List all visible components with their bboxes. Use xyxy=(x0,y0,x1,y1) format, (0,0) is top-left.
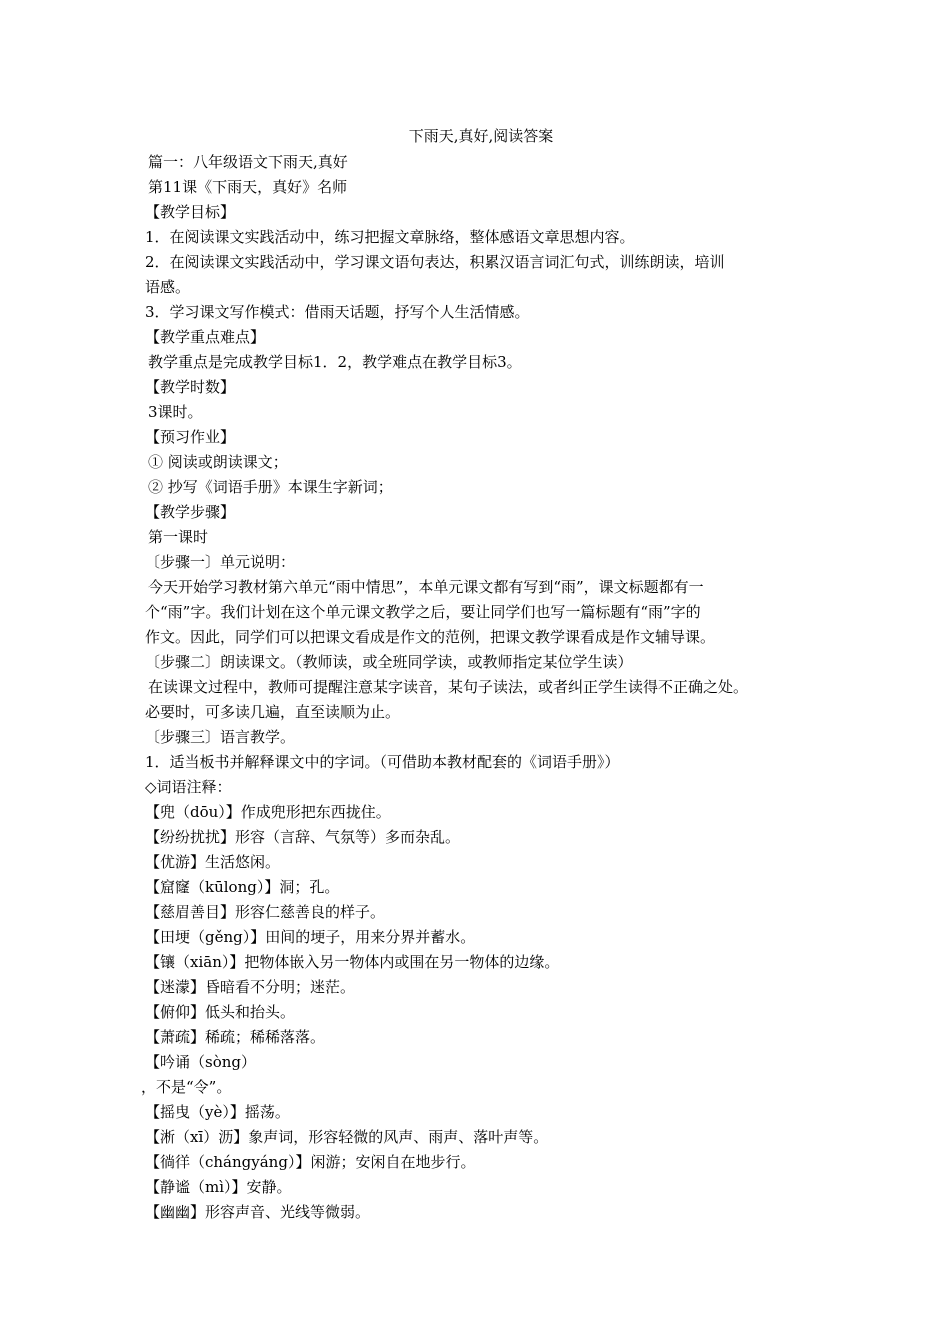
text-line: 在读课文过程中，教师可提醒注意某字读音，某句子读法，或者纠正学生读得不正确之处。 xyxy=(148,678,749,696)
section-heading: 【教学重点难点】 xyxy=(145,328,266,346)
text-line: 语感。 xyxy=(145,278,191,296)
glossary-item: 【徜徉（chángyáng）】闲游；安闲自在地步行。 xyxy=(145,1153,476,1171)
glossary-item: 【兜（dōu）】作成兜形把东西拢住。 xyxy=(145,803,391,821)
text-line: 篇一：八年级语文下雨天,真好 xyxy=(148,153,348,171)
text-line: 第一课时 xyxy=(148,528,209,546)
section-heading: 【教学步骤】 xyxy=(145,503,236,521)
glossary-item: 【吟诵（sòng） xyxy=(145,1053,256,1071)
section-heading: 【预习作业】 xyxy=(145,428,236,446)
list-item: ① 阅读或朗读课文； xyxy=(148,453,288,471)
section-heading: 【教学时数】 xyxy=(145,378,236,396)
text-line: 2．在阅读课文实践活动中，学习课文语句表达，积累汉语言词汇句式，训练朗读，培训 xyxy=(145,253,725,271)
text-line: 第11课《下雨天，真好》名师 xyxy=(148,178,348,196)
glossary-item: 【镶（xiān）】把物体嵌入另一物体内或围在另一物体的边缘。 xyxy=(145,953,560,971)
step-heading: 〔步骤三〕语言教学。 xyxy=(145,728,296,746)
glossary-item: 【田埂（gěng）】田间的埂子，用来分界并蓄水。 xyxy=(145,928,476,946)
glossary-item: 【慈眉善目】形容仁慈善良的样子。 xyxy=(145,903,386,921)
text-line: ◇词语注释： xyxy=(145,778,232,796)
glossary-item: 【迷濛】昏暗看不分明；迷茫。 xyxy=(145,978,356,996)
step-heading: 〔步骤二〕朗读课文。（教师读，或全班同学读，或教师指定某位学生读） xyxy=(145,653,633,671)
document-title: 下雨天,真好,阅读答案 xyxy=(408,127,554,145)
glossary-item: 【幽幽】形容声音、光线等微弱。 xyxy=(145,1203,371,1221)
text-line: 必要时，可多读几遍，直至读顺为止。 xyxy=(145,703,401,721)
text-line: 1．适当板书并解释课文中的字词。（可借助本教材配套的《词语手册》） xyxy=(145,753,620,771)
text-line: 教学重点是完成教学目标1．2，教学难点在教学目标3。 xyxy=(148,353,522,371)
section-heading: 【教学目标】 xyxy=(145,203,236,221)
text-line: ，不是“令”。 xyxy=(141,1078,232,1096)
glossary-item: 【淅（xī）沥】象声词，形容轻微的风声、雨声、落叶声等。 xyxy=(145,1128,549,1146)
glossary-item: 【纷纷扰扰】形容（言辞、气氛等）多而杂乱。 xyxy=(145,828,461,846)
text-line: 今天开始学习教材第六单元“雨中情思”，本单元课文都有写到“雨”，课文标题都有一 xyxy=(148,578,704,596)
glossary-item: 【优游】生活悠闲。 xyxy=(145,853,281,871)
document-page xyxy=(141,124,817,1225)
glossary-item: 【摇曳（yè）】摇荡。 xyxy=(145,1103,290,1121)
step-heading: 〔步骤一〕单元说明： xyxy=(145,553,296,571)
text-line: 3．学习课文写作模式：借雨天话题，抒写个人生活情感。 xyxy=(145,303,530,321)
glossary-item: 【俯仰】低头和抬头。 xyxy=(145,1003,296,1021)
glossary-item: 【窟窿（kūlong）】洞；孔。 xyxy=(145,878,340,896)
text-line: 3课时。 xyxy=(148,403,203,421)
glossary-item: 【萧疏】稀疏；稀稀落落。 xyxy=(145,1028,326,1046)
list-item: ② 抄写《词语手册》本课生字新词； xyxy=(148,478,393,496)
text-line: 个“雨”字。我们计划在这个单元课文教学之后，要让同学们也写一篇标题有“雨”字的 xyxy=(145,603,701,621)
text-line: 作文。因此，同学们可以把课文看成是作文的范例，把课文教学课看成是作文辅导课。 xyxy=(145,628,716,646)
text-line: 1．在阅读课文实践活动中，练习把握文章脉络，整体感语文章思想内容。 xyxy=(145,228,635,246)
glossary-item: 【静谧（mì）】安静。 xyxy=(145,1178,292,1196)
